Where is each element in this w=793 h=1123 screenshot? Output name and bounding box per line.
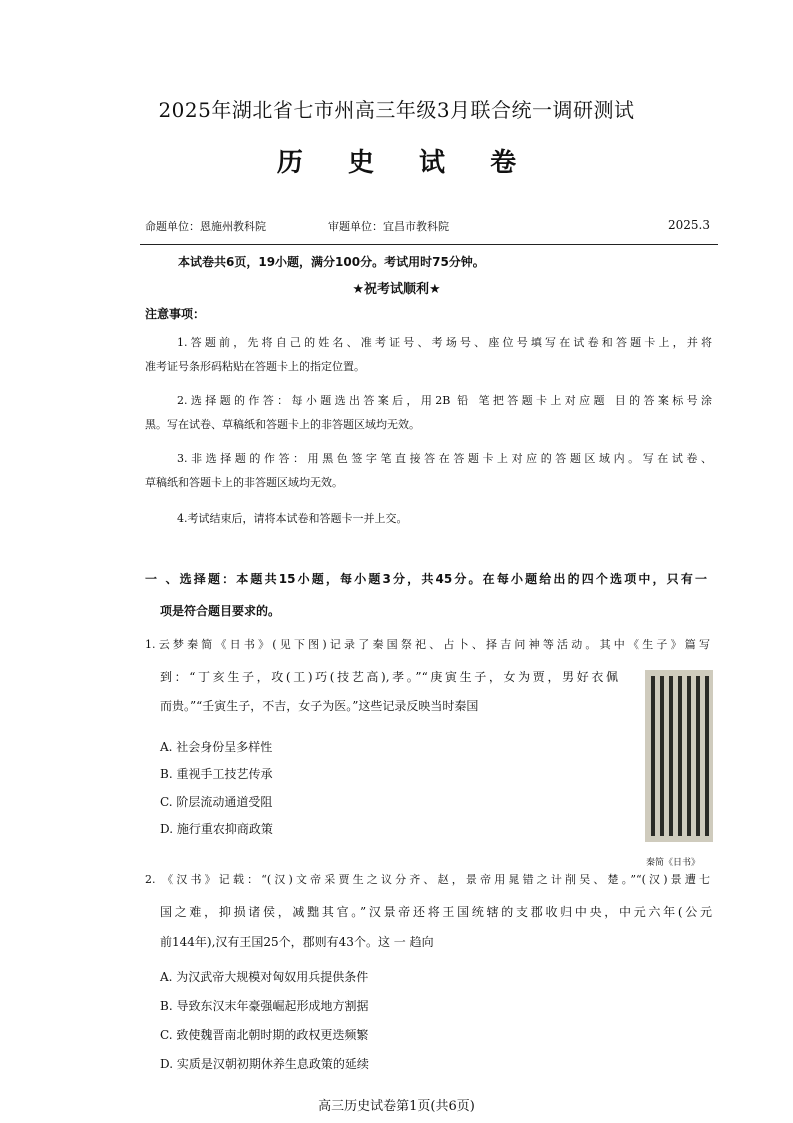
notice-item-1-line-1: 1.答题前，先将自己的姓名、准考证号、考场号、座位号填写在试卷和答题卡上，并将 bbox=[177, 336, 712, 349]
page-footer: 高三历史试卷第1页(共6页) bbox=[318, 1099, 475, 1114]
question-1-option-b: B. 重视手工技艺传承 bbox=[160, 767, 273, 781]
exam-date: 2025.3 bbox=[668, 218, 710, 232]
notice-item-2-line-1: 2.选择题的作答：每小题选出答案后，用2B 铅 笔把答题卡上对应题 目的答案标号涂 bbox=[177, 394, 712, 407]
notice-item-1-line-2: 准考证号条形码粘贴在答题卡上的指定位置。 bbox=[145, 360, 365, 373]
notice-item-4: 4.考试结束后，请将本试卷和答题卡一并上交。 bbox=[177, 512, 408, 525]
notice-item-3-line-2: 草稿纸和答题卡上的非答题区域均无效。 bbox=[145, 476, 343, 489]
question-1-option-d: D. 施行重农抑商政策 bbox=[160, 822, 273, 836]
question-1-option-a: A. 社会身份呈多样性 bbox=[160, 740, 273, 754]
section-1-heading-line-2: 项是符合题目要求的。 bbox=[160, 604, 281, 618]
notice-item-3-line-1: 3.非选择题的作答：用黑色签字笔直接答在答题卡上对应的答题区域内。写在试卷、 bbox=[177, 452, 712, 465]
question-2-line-1: 2. 《汉书》记载：“(汉)文帝采贾生之议分齐、赵，景帝用晁错之计削吴、楚。”“(汉)景遭七 bbox=[145, 873, 710, 886]
question-2-line-3: 前144年),汉有王国25个，郡则有43个。这 一 趋向 bbox=[160, 935, 434, 949]
setter-unit: 命题单位：恩施州教科院 bbox=[145, 220, 266, 233]
reviewer-unit: 审题单位：宜昌市教科院 bbox=[328, 220, 449, 233]
bamboo-slips-image bbox=[645, 670, 713, 842]
question-2-option-b: B. 导致东汉末年豪强崛起形成地方割据 bbox=[160, 999, 369, 1013]
image-caption: 秦简《日书》 bbox=[646, 858, 701, 868]
question-2-option-a: A. 为汉武帝大规模对匈奴用兵提供条件 bbox=[160, 970, 369, 984]
header-rule bbox=[140, 244, 718, 245]
question-1-option-c: C. 阶层流动通道受阻 bbox=[160, 795, 273, 809]
question-2-option-c: C. 致使魏晋南北朝时期的政权更迭频繁 bbox=[160, 1028, 369, 1042]
question-2-option-d: D. 实质是汉朝初期休养生息政策的延续 bbox=[160, 1057, 369, 1071]
question-1-line-3: 而贵。”“壬寅生子，不吉，女子为医。”这些记录反映当时秦国 bbox=[160, 699, 479, 713]
question-1-line-2: 到：“丁亥生子，攻(工)巧(技艺高),孝。”“庚寅生子，女为贾，男好衣佩 bbox=[160, 670, 618, 684]
good-luck-wish: ★祝考试顺利★ bbox=[352, 282, 441, 297]
exam-subject: 历 史 试 卷 bbox=[276, 148, 535, 178]
question-1-line-1: 1.云梦秦简《日书》(见下图)记录了秦国祭祀、占卜、择吉问神等活动。其中《生子》篇写 bbox=[145, 638, 710, 651]
exam-summary: 本试卷共6页，19小题，满分100分。考试用时75分钟。 bbox=[178, 255, 485, 269]
notice-item-2-line-2: 黑。写在试卷、草稿纸和答题卡上的非答题区域均无效。 bbox=[145, 418, 420, 431]
question-2-line-2: 国之难，抑损诸侯，减黜其官。”汉景帝还将王国统辖的支郡收归中央，中元六年(公元 bbox=[160, 905, 712, 919]
notice-heading: 注意事项： bbox=[145, 307, 206, 321]
section-1-heading-line-1: 一 、选择题：本题共15小题，每小题3分，共45分。在每小题给出的四个选项中，只有一 bbox=[145, 572, 707, 586]
exam-title: 2025年湖北省七市州高三年级3月联合统一调研测试 bbox=[158, 98, 635, 122]
